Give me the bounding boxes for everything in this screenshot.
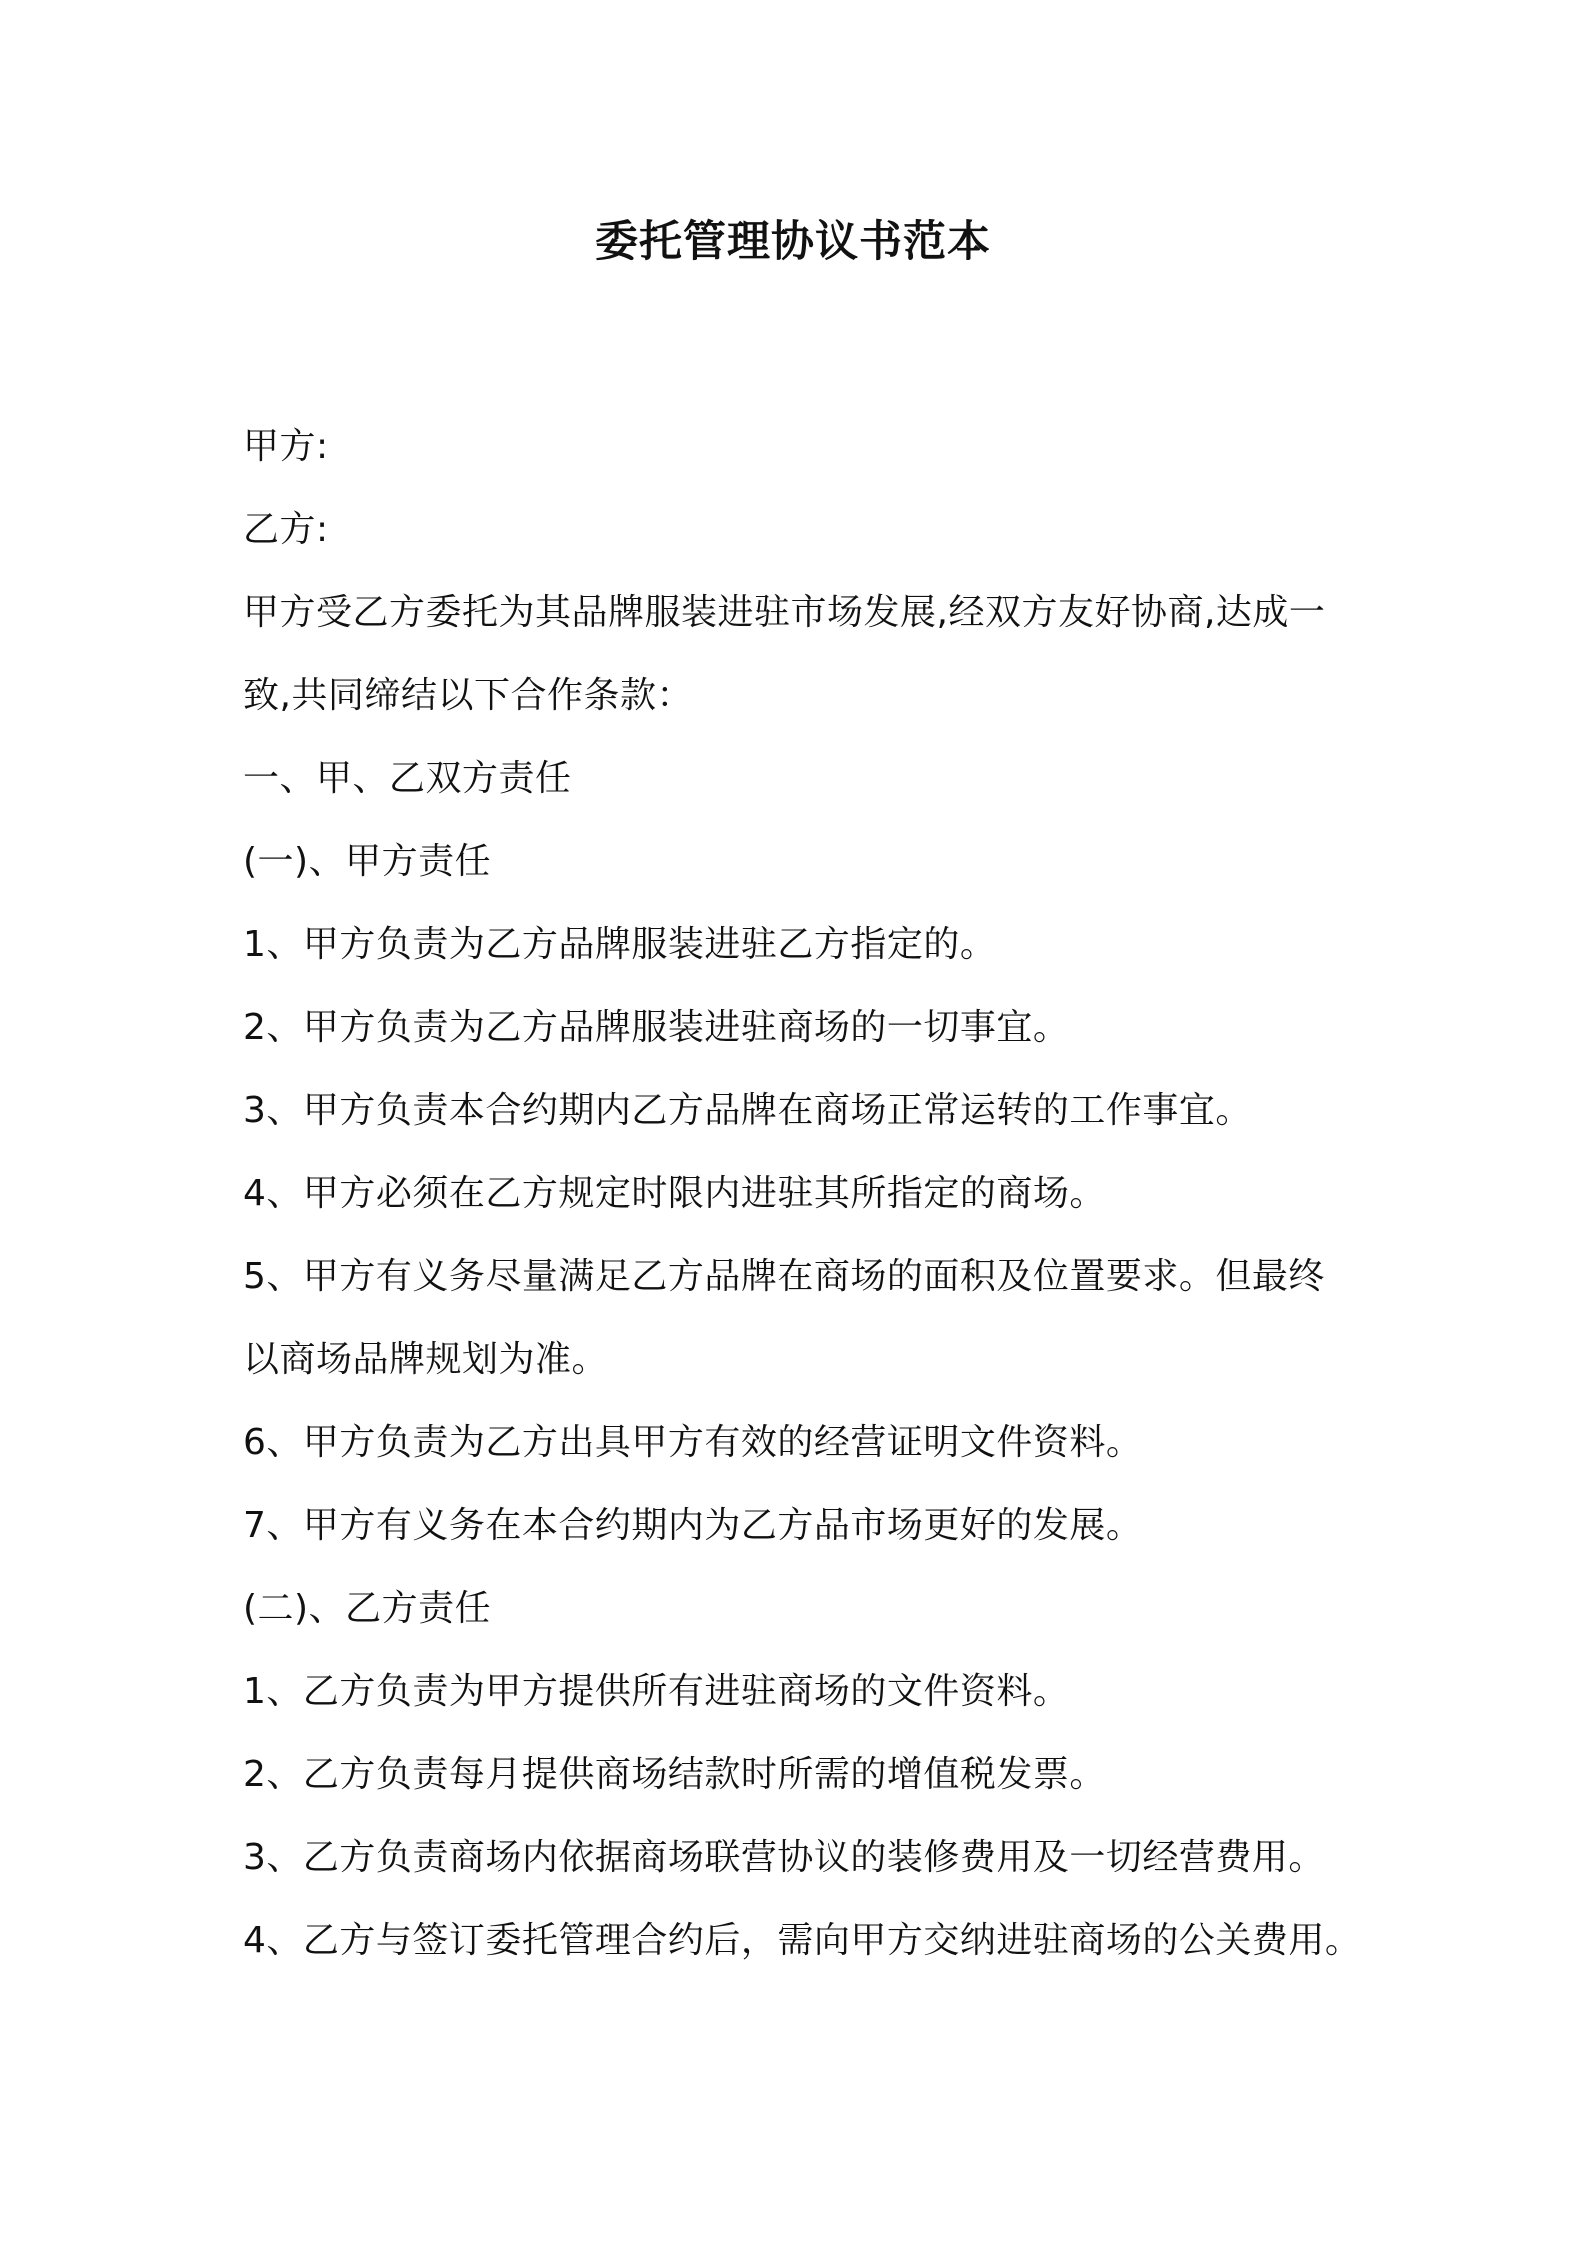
party-a-clause-1: 1、甲方负责为乙方品牌服装进驻乙方指定的。	[243, 924, 997, 965]
party-b-clause-1: 1、乙方负责为甲方提供所有进驻商场的文件资料。	[243, 1671, 1070, 1712]
subsection-heading-party-b: (二)、乙方责任	[243, 1588, 492, 1629]
party-b-line: 乙方:	[243, 509, 329, 550]
party-b-clause-4: 4、乙方与签订委托管理合约后，需向甲方交纳进驻商场的公关费用。	[243, 1920, 1362, 1961]
party-b-clause-2: 2、乙方负责每月提供商场结款时所需的增值税发票。	[243, 1754, 1106, 1795]
party-a-clause-5-line-2: 以商场品牌规划为准。	[243, 1339, 609, 1380]
party-a-clause-7: 7、甲方有义务在本合约期内为乙方品市场更好的发展。	[243, 1505, 1143, 1546]
document-title: 委托管理协议书范本	[595, 217, 991, 267]
party-a-clause-3: 3、甲方负责本合约期内乙方品牌在商场正常运转的工作事宜。	[243, 1090, 1252, 1131]
party-a-clause-4: 4、甲方必须在乙方规定时限内进驻其所指定的商场。	[243, 1173, 1106, 1214]
intro-paragraph-line-2: 致,共同缔结以下合作条款：	[243, 675, 693, 716]
subsection-heading-party-a: (一)、甲方责任	[243, 841, 492, 882]
party-a-clause-5-line-1: 5、甲方有义务尽量满足乙方品牌在商场的面积及位置要求。但最终	[243, 1256, 1325, 1297]
party-a-clause-6: 6、甲方负责为乙方出具甲方有效的经营证明文件资料。	[243, 1422, 1143, 1463]
party-a-clause-2: 2、甲方负责为乙方品牌服装进驻商场的一切事宜。	[243, 1007, 1070, 1048]
party-a-line: 甲方:	[243, 426, 329, 467]
party-b-clause-3: 3、乙方负责商场内依据商场联营协议的装修费用及一切经营费用。	[243, 1837, 1325, 1878]
intro-paragraph-line-1: 甲方受乙方委托为其品牌服装进驻市场发展,经双方友好协商,达成一	[243, 592, 1326, 633]
section-heading: 一、甲、乙双方责任	[243, 758, 572, 799]
document-body	[243, 405, 1363, 1982]
